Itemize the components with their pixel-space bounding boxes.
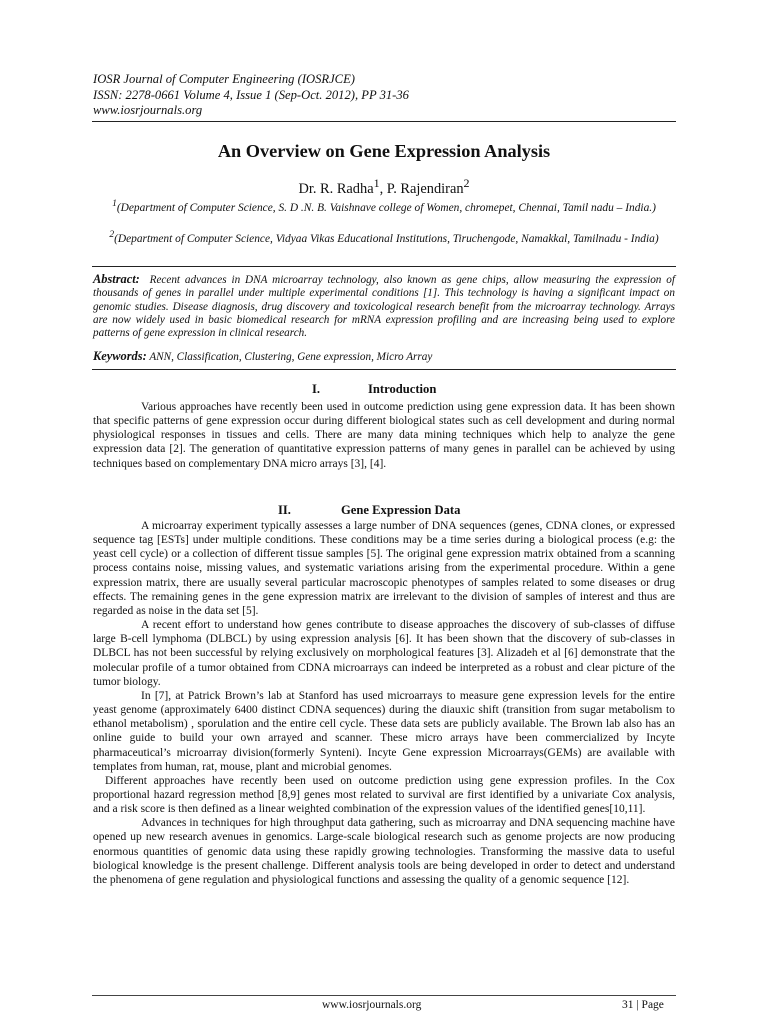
abstract-bottom-rule (92, 369, 676, 370)
paragraph: Various approaches have recently been used in outcome prediction using gene expression data. It has been shown that specific patterns of gene expression occur during different biological states such as cell development and during normal physiological responses in tissues and cells. There are many data mining techniques which help to analyze the gene expression data [2]. The generation of quantitative expression patterns of many genes in parallel can be achieved by using techniques based on complementary DNA micro arrays [3], [4]. (93, 401, 675, 470)
paragraph: In [7], at Patrick Brown’s lab at Stanford has used microarrays to measure gene expression levels for the entire yeast genome (approximately 6400 distinct CDNA sequences) during the diauxic shift (transition from sugar metabolism to ethanol metabolism) , sporulation and the entire cell cycle. These data sets are publicly available. The Brown lab also has an online guide to build your own arrayed and scanner. These micro arrays have been commercialized by Incyte pharmaceutical’s microarray division(formerly Synteni). Incyte Gene expression Microarrays(GEMs) are available with templates from human, rat, mouse, plant and microbial genomes. (93, 689, 675, 773)
paragraph: Different approaches have recently been used on outcome prediction using gene expression profiles. In the Cox proportional hazard regression method [8,9] genes most related to survival are first identified by a univariate Cox analysis, and a risk score is then defined as a linear weighted combination of the expression values of the identified genes[10,11]. (93, 774, 675, 816)
journal-website: www.iosrjournals.org (93, 103, 203, 117)
author-separator: , (379, 180, 387, 197)
keywords-text: ANN, Classification, Clustering, Gene expression, Micro Array (149, 351, 433, 363)
paragraph: Advances in techniques for high throughput data gathering, such as microarray and DNA sequencing machine have opened up new research avenues in genomics. Large-scale biological research such as genome projects are now producing enormous quantities of genomic data using these rapidly growing technologies. Transforming the massive data to useful biological knowledge is the present challenge. Different analysis tools are being developed in order to detect and understand the phenomena of gene regulation and physiological functions and assessing the quality of a genomic sequence [12]. (93, 817, 675, 886)
author-line (92, 176, 676, 198)
journal-name: IOSR Journal of Computer Engineering (IOSRJCE) (93, 72, 355, 86)
abstract (93, 273, 675, 340)
abstract-top-rule (92, 266, 676, 267)
paragraph: A recent effort to understand how genes contribute to disease approaches the discovery of sub-classes of diffuse large B-cell lymphoma (DLBCL) by using expression analysis [6]. It has been shown that the discovery of sub-classes in DLBCL has not been successful by relying exclusively on morphological features [3]. Alizadeh et al [6] demonstrate that the molecular profile of a tumor obtained from CDNA microarrays can indeed be interpreted as a robust and clear picture of the tumor biology. (93, 619, 675, 688)
header-divider (92, 121, 676, 122)
section-1-body (93, 400, 675, 471)
author-2-sup: 2 (463, 176, 470, 190)
footer-url: www.iosrjournals.org (322, 999, 422, 1011)
affiliation-1 (92, 197, 676, 215)
journal-header (93, 72, 409, 119)
affiliation-2-sup: 2 (109, 230, 115, 240)
paper-title: An Overview on Gene Expression Analysis (217, 141, 551, 161)
footer-page-number: 31 | Page (622, 999, 664, 1011)
section-2-title: Gene Expression Data (341, 503, 461, 517)
keywords (93, 349, 675, 364)
affiliation-2-text: (Department of Computer Science, Vidyaa Vikas Educational Institutions, Tiruchengode, Namakkal, Tamilnadu - India) (114, 232, 659, 245)
affiliation-1-sup: 1 (112, 199, 117, 209)
section-1-number: I. (312, 382, 321, 396)
author-1-sup: 1 (373, 176, 380, 190)
abstract-label: Abstract: (93, 272, 140, 286)
footer-divider (92, 995, 676, 996)
keywords-label: Keywords: (93, 349, 147, 363)
paragraph: A microarray experiment typically assesses a large number of DNA sequences (genes, CDNA clones, or expressed sequence tag [ESTs] under multiple conditions. These conditions may be a time series during a biological process (e.g: the yeast cell cycle) or a collection of different tissue samples [5]. The original gene expression matrix obtained from a scanning process contains noise, missing values, and systematic variations arising from the experimental procedure. Within a gene expression matrix, there are usually several particular macroscopic phenotypes of samples related to some diseases or drug effects. The remaining genes in the gene expression matrix are irrelevant to the division of samples of interest and thus are regarded as noise in the data set [5]. (93, 520, 675, 617)
abstract-text: Recent advances in DNA microarray technology, also known as gene chips, allow measuring the expression of thousands of genes in parallel under multiple experimental conditions [1]. This technology is having a significant impact on genomic studies. Disease diagnosis, drug discovery and toxicological research benefit from the microarray technology. Arrays are now widely used in basic biomedical research for mRNA expression profiling and are increasing being used to explore patterns of gene expression in clinical research. (93, 274, 676, 340)
author-1: Dr. R. Radha (298, 180, 374, 197)
section-2-body (93, 519, 675, 887)
section-2-number: II. (278, 503, 291, 517)
journal-issn: ISSN: 2278-0661 Volume 4, Issue 1 (Sep-Oct. 2012), PP 31-36 (93, 87, 409, 102)
section-1-title: Introduction (368, 382, 437, 396)
affiliation-1-text: (Department of Computer Science, S. D .N. B. Vaishnave college of Women, chromepet, Chennai, Tamil nadu – India.) (116, 201, 656, 214)
author-2: P. Rajendiran (386, 180, 464, 197)
affiliation-2 (92, 228, 676, 246)
